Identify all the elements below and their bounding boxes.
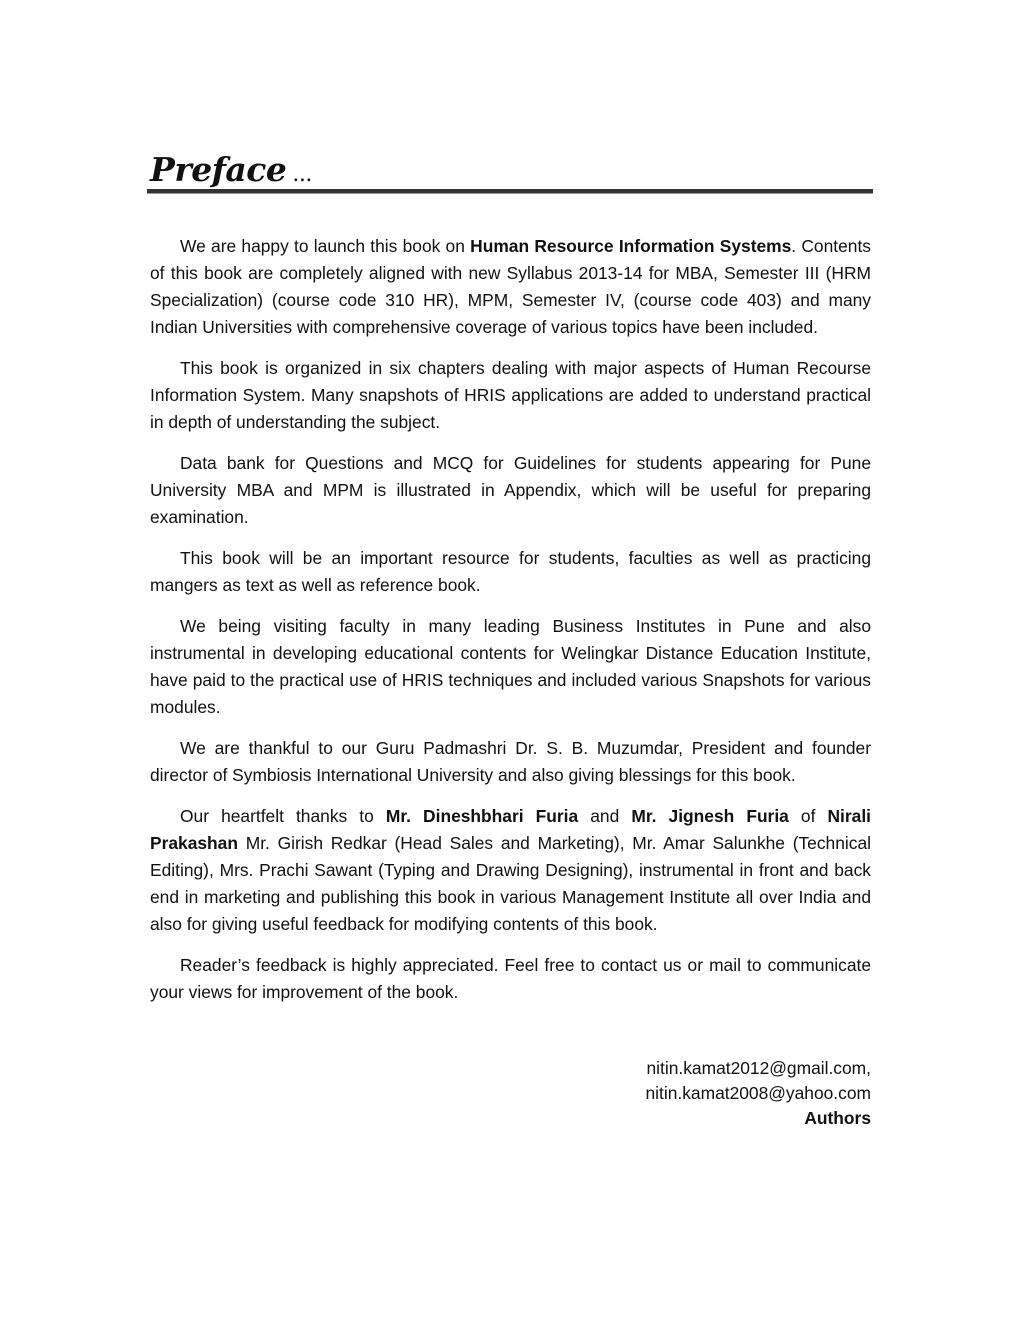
p7-text-e: of <box>788 806 828 826</box>
authors-label: Authors <box>804 1108 871 1128</box>
page-title-text: Preface <box>150 150 287 189</box>
p7-text-g: Mr. Girish Redkar (Head Sales and Marketing), Mr. Amar Salunkhe (Technical Editing), Mrs. Prachi Sawant (Typing and Drawing Designing), instrumental in front and back end in marketing and publishing this book in various Management Institute all over India and also for giving useful feedback for modifying contents of this book. <box>150 833 871 934</box>
p1-text-a: We are happy to launch this book on <box>180 236 471 256</box>
paragraph-7 <box>150 803 871 938</box>
paragraph-5: We being visiting faculty in many leading Business Institutes in Pune and also instrumental in developing educational contents for Welingkar Distance Education Institute, have paid to the practical use of HRIS techniques and included various Snapshots for various modules. <box>150 616 871 717</box>
p1-text-c: . Contents of this book are completely aligned with new Syllabus 2013-14 for MBA, Semester III (HRM Specialization) (course code 310 HR), MPM, Semester IV, (course code 403) and many Indian Universities with comprehensive coverage of various topics have been included. <box>150 236 871 337</box>
paragraph-2: This book is organized in six chapters dealing with major aspects of Human Recourse Information System. Many snapshots of HRIS applications are added to understand practical in depth of understanding the subject. <box>150 358 871 432</box>
email-yahoo: nitin.kamat2008@yahoo.com <box>645 1083 871 1103</box>
p1-book-title: Human Resource Information Systems <box>470 236 792 256</box>
paragraph-8: Reader’s feedback is highly appreciated. Feel free to contact us or mail to communicate your views for improvement of the book. <box>150 955 871 1002</box>
title-underline-rule <box>147 189 873 193</box>
p7-publisher: Nirali Prakashan <box>150 806 871 853</box>
p7-text-c: and <box>578 806 632 826</box>
email-gmail: nitin.kamat2012@gmail.com, <box>646 1058 871 1078</box>
page-title-ellipsis: ... <box>292 162 312 187</box>
paragraph-3: Data bank for Questions and MCQ for Guidelines for students appearing for Pune University MBA and MPM is illustrated in Appendix, which will be useful for preparing examination. <box>150 453 871 527</box>
p7-name-dineshbhari: Mr. Dineshbhari Furia <box>385 806 579 826</box>
p7-text-a: Our heartfelt thanks to <box>180 806 386 826</box>
paragraph-6: We are thankful to our Guru Padmashri Dr. S. B. Muzumdar, President and founder director of Symbiosis International University and also giving blessings for this book. <box>150 738 871 785</box>
p7-name-jignesh: Mr. Jignesh Furia <box>631 806 789 826</box>
paragraph-1 <box>150 233 871 341</box>
preface-body <box>150 233 871 1020</box>
signature-block <box>500 1056 871 1131</box>
paragraph-4: This book will be an important resource for students, faculties as well as practicing mangers as text as well as reference book. <box>150 548 871 595</box>
page-title <box>150 150 312 189</box>
